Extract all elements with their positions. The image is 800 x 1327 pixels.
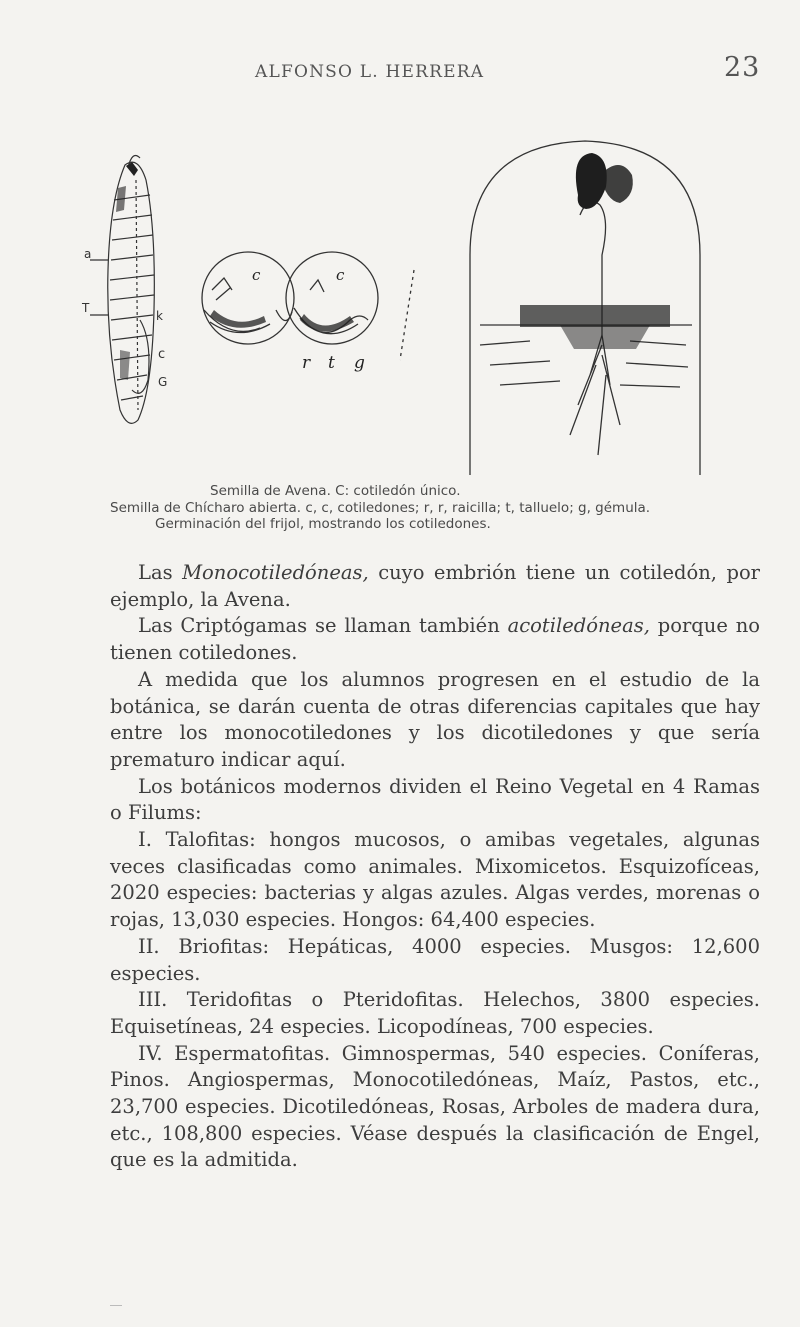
caption-bean: Germinación del frijol, mostrando los cotiledones. (155, 516, 491, 532)
list-item-talofitas: I. Talofitas: hongos mucosos, o amibas vegetales, algunas veces clasificadas como animales. Mixomicetos. Esquizofíceas, 2020 especies: bacterias y algas azules. Algas verdes, morenas o rojas, 13,030 especies. Hongos: 64,400 especies. (110, 828, 760, 932)
p1-rest: cuyo embrión tiene un cotiledón, por ejemplo, la Avena. (110, 561, 761, 611)
seed-label-t: T (82, 301, 90, 315)
running-head: ALFONSO L. HERRERA (255, 62, 485, 82)
p2-rest: porque no tienen cotiledones. (110, 614, 760, 665)
paragraph-ramas: Los botánicos modernos dividen el Reino Vegetal en 4 Ramas o Filums: (110, 774, 760, 825)
term-monocotiledoneas: Monocotiledóneas, (182, 561, 369, 584)
pea-seed-illustration (190, 250, 430, 380)
page-header (0, 50, 800, 90)
caption-pea: Semilla de Chícharo abierta. c, c, cotiledones; r, r, raicilla; t, talluelo; g, gémula. (110, 500, 651, 516)
footer-rule (110, 1305, 122, 1306)
body-text (110, 560, 760, 1174)
paragraph-diferencias: A medida que los alumnos progresen en el estudio de la botánica, se darán cuenta de otras diferencias capitales que hay entre los monocotiledones y los dicotiledones y que sería prematuro indicar aquí. (110, 667, 760, 771)
p2-lead: Las Criptógamas se llaman también (138, 614, 508, 638)
pea-label-c2: c (336, 266, 345, 284)
pea-label-c1: c (252, 266, 261, 284)
pea-label-g: g (354, 353, 365, 373)
oat-seed-illustration (80, 140, 190, 440)
seed-label-c: c (158, 347, 166, 362)
list-item-teridofitas: III. Teridofitas o Pteridofitas. Helechos, 3800 especies. Equisetíneas, 24 especies. Licopodíneas, 700 especies. (110, 988, 760, 1038)
seed-label-g: G (158, 375, 168, 389)
list-item-briofitas: II. Briofitas: Hepáticas, 4000 especies. Musgos: 12,600 especies. (110, 934, 760, 985)
paragraph-criptogamas (110, 613, 760, 666)
p1-lead: Las (138, 561, 183, 584)
bean-germination-illustration (460, 135, 710, 480)
seed-label-a: a (84, 247, 92, 261)
figure-group (0, 120, 800, 480)
list-item-espermatofitas: IV. Espermatofitas. Gimnospermas, 540 especies. Coníferas, Pinos. Angiospermas, Monocotiledóneas, Maíz, Pastos, etc., 23,700 especies. Dicotiledóneas, Rosas, Arboles de madera dura, etc., 108,800 especies. Véase después la clasificación de Engel, que es la admitida. (110, 1041, 760, 1172)
pea-label-r: r (302, 353, 311, 373)
seed-label-k: k (156, 309, 163, 323)
page-number: 23 (724, 52, 761, 83)
term-acotiledoneas: acotiledóneas, (507, 614, 650, 638)
caption-oat: Semilla de Avena. C: cotiledón único. (210, 483, 461, 499)
paragraph-monocotiledoneas (110, 560, 760, 613)
pea-label-t: t (328, 353, 335, 373)
